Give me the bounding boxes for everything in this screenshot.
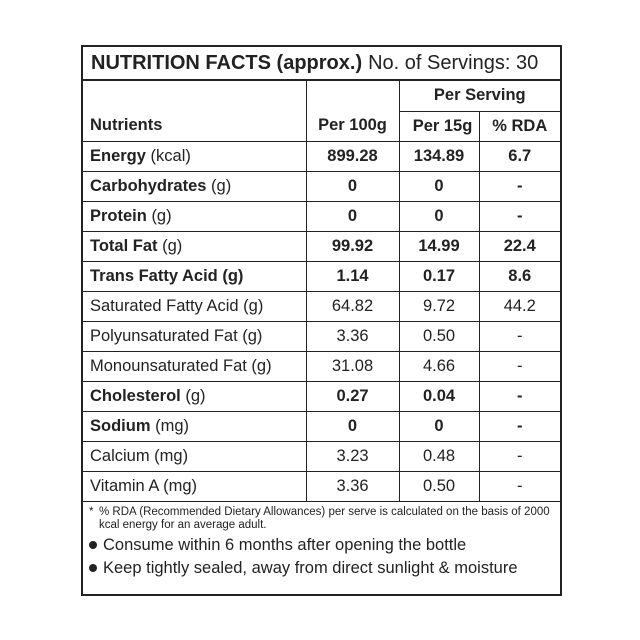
header-row-top	[83, 81, 560, 111]
nutrient-name: Polyunsaturated Fat (g)	[83, 321, 306, 351]
per-100g-header: Per 100g	[306, 81, 399, 141]
rda-footnote	[89, 506, 554, 532]
rda-value: -	[479, 201, 560, 231]
table-row	[83, 441, 560, 471]
nutrient-name: Cholesterol (g)	[83, 381, 306, 411]
nutrient-name: Protein (g)	[83, 201, 306, 231]
table-row	[83, 381, 560, 411]
per-15g-value: 0.50	[399, 471, 479, 501]
table-row	[83, 411, 560, 441]
rda-value: 8.6	[479, 261, 560, 291]
per-100g-value: 1.14	[306, 261, 399, 291]
per-100g-value: 3.36	[306, 471, 399, 501]
table-row	[83, 261, 560, 291]
nutrient-name: Sodium (mg)	[83, 411, 306, 441]
rda-value: -	[479, 351, 560, 381]
table-row	[83, 201, 560, 231]
per-15g-value: 0.04	[399, 381, 479, 411]
bullet-dot-icon	[89, 541, 97, 549]
rda-value: -	[479, 321, 560, 351]
storage-note	[89, 535, 554, 555]
per-100g-value: 99.92	[306, 231, 399, 261]
table-row	[83, 171, 560, 201]
per-15g-value: 4.66	[399, 351, 479, 381]
nutrient-name: Vitamin A (mg)	[83, 471, 306, 501]
table-row	[83, 231, 560, 261]
per-15g-value: 0.17	[399, 261, 479, 291]
per-15g-value: 134.89	[399, 141, 479, 171]
nutrient-name: Monounsaturated Fat (g)	[83, 351, 306, 381]
rda-value: -	[479, 471, 560, 501]
rda-value: -	[479, 441, 560, 471]
per-serving-header: Per Serving	[399, 81, 560, 111]
servings-count: No. of Servings: 30	[368, 51, 539, 74]
rda-value: 44.2	[479, 291, 560, 321]
table-row	[83, 471, 560, 501]
rda-value: 6.7	[479, 141, 560, 171]
per-100g-value: 3.36	[306, 321, 399, 351]
per-15g-value: 9.72	[399, 291, 479, 321]
rda-value: -	[479, 411, 560, 441]
footnote-star: *	[89, 505, 94, 518]
per-100g-value: 899.28	[306, 141, 399, 171]
title-bold: NUTRITION FACTS (approx.)	[91, 51, 363, 74]
rda-value: 22.4	[479, 231, 560, 261]
nutrition-table	[83, 81, 560, 502]
rda-value: -	[479, 381, 560, 411]
per-15g-value: 0	[399, 171, 479, 201]
table-row	[83, 351, 560, 381]
storage-note-text: Keep tightly sealed, away from direct sunlight & moisture	[103, 558, 518, 577]
nutrient-name: Trans Fatty Acid (g)	[83, 261, 306, 291]
per-15g-value: 0.50	[399, 321, 479, 351]
storage-note	[89, 558, 554, 578]
nutrient-name: Calcium (mg)	[83, 441, 306, 471]
per-15g-header: Per 15g	[399, 111, 479, 141]
per-100g-value: 0	[306, 201, 399, 231]
nutrition-title	[83, 47, 560, 81]
table-row	[83, 141, 560, 171]
rda-value: -	[479, 171, 560, 201]
nutrition-facts-panel	[81, 45, 562, 596]
per-100g-value: 3.23	[306, 441, 399, 471]
per-100g-value: 0	[306, 171, 399, 201]
nutrient-name: Total Fat (g)	[83, 231, 306, 261]
table-row	[83, 291, 560, 321]
per-100g-value: 0.27	[306, 381, 399, 411]
per-15g-value: 14.99	[399, 231, 479, 261]
rda-header: % RDA	[479, 111, 560, 141]
per-15g-value: 0.48	[399, 441, 479, 471]
per-100g-value: 31.08	[306, 351, 399, 381]
footer-notes	[83, 502, 560, 578]
nutrients-header: Nutrients	[83, 81, 306, 141]
nutrient-name: Saturated Fatty Acid (g)	[83, 291, 306, 321]
nutrient-name: Energy (kcal)	[83, 141, 306, 171]
nutrient-name: Carbohydrates (g)	[83, 171, 306, 201]
per-15g-value: 0	[399, 411, 479, 441]
per-100g-value: 64.82	[306, 291, 399, 321]
storage-note-text: Consume within 6 months after opening the bottle	[103, 535, 467, 554]
per-100g-value: 0	[306, 411, 399, 441]
bullet-dot-icon	[89, 564, 97, 572]
table-row	[83, 321, 560, 351]
per-15g-value: 0	[399, 201, 479, 231]
footnote-text: % RDA (Recommended Dietary Allowances) per serve is calculated on the basis of 2000 kcal energy for an average adult.	[99, 505, 550, 531]
